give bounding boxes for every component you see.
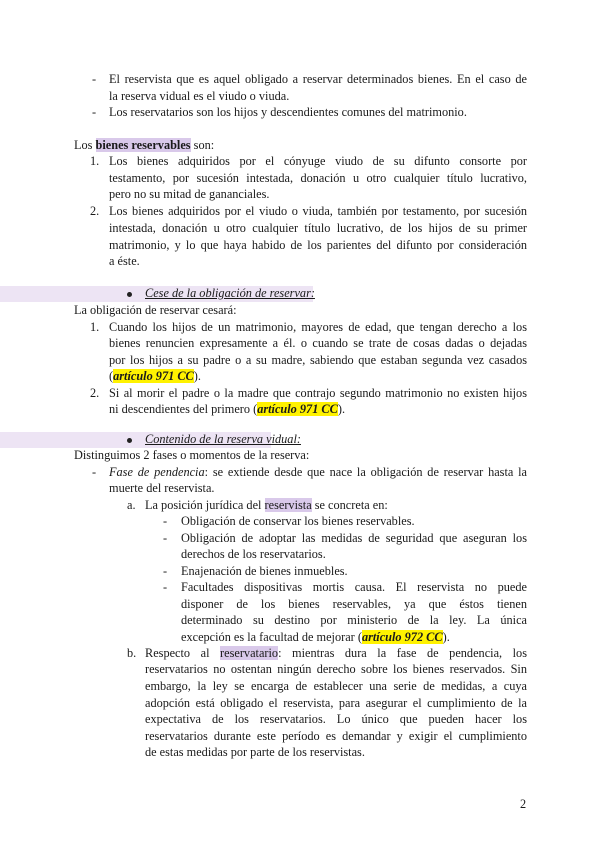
item-b-prefix: Respecto al <box>145 646 221 660</box>
contenido-intro: Distinguimos 2 fases o momentos de la reserva: <box>74 448 310 462</box>
item-b-line7: de estas medidas por parte de los reservistas. <box>145 745 365 759</box>
item-a-prefix: La posición jurídica del <box>145 498 265 512</box>
bienes-item1-line2: testamento, por sucesión intestada, donación u otro cualquier título lucrativo, <box>109 171 527 185</box>
bienes-intro-prefix: Los <box>74 138 96 152</box>
bienes-item2-line2: intestada, donación u otro cualquier título lucrativo, de los hijos de su primer <box>109 221 527 235</box>
reservista-line-2: la reserva vidual es el viudo o viuda. <box>109 89 290 103</box>
sub4-prefix: excepción es la facultad de mejorar ( <box>181 630 362 644</box>
cese-item1-line4 <box>109 368 201 385</box>
cese-item2-line2 <box>109 401 345 418</box>
paren-open: ( <box>109 369 114 383</box>
list-number: 1. <box>90 320 100 334</box>
article-reference: artículo 972 CC <box>361 630 443 644</box>
contenido-heading: Contenido de la reserva vidual: <box>145 432 301 446</box>
reservatarios-line: Los reservatarios son los hijos y descendientes comunes del matrimonio. <box>109 105 467 119</box>
paren-close: ). <box>337 402 346 416</box>
item-b-line5: expectativa de los reservatarios. Lo único que pueden hacer los <box>145 712 527 726</box>
cese-heading: Cese de la obligación de reservar: <box>145 286 315 300</box>
list-number: 2. <box>90 386 100 400</box>
paren-close: ). <box>442 630 450 644</box>
reservatario-highlight: reservatario <box>220 646 279 660</box>
list-dash: - <box>163 531 168 545</box>
bienes-intro <box>74 137 214 154</box>
bienes-item2-line1: Los bienes adquiridos por el viudo o viuda, también por testamento, por sucesión <box>109 204 527 218</box>
cese-intro: La obligación de reservar cesará: <box>74 303 237 317</box>
sub3: Enajenación de bienes inmuebles. <box>181 564 348 578</box>
item-b-line6: reservatarios durante este período es demandar y exigir el cumplimiento <box>145 729 527 743</box>
cese-item1-line2: bienes renuncien expresamente a él. o cuando se trate de cosas dadas o dejadas <box>109 336 527 350</box>
list-dash: - <box>163 514 168 528</box>
article-reference: artículo 971 CC <box>113 369 194 383</box>
reservista-highlight: reservista <box>264 498 312 512</box>
cese-item2-line1: Si al morir el padre o la madre que contrajo segundo matrimonio no existen hijos <box>109 386 527 400</box>
bullet-icon <box>127 438 132 443</box>
page-number: 2 <box>520 797 527 811</box>
list-number: 2. <box>90 204 100 218</box>
sub4-line4 <box>181 629 450 646</box>
sub4-line1: Facultades dispositivas mortis causa. El reservista no puede <box>181 580 527 594</box>
list-dash: - <box>163 564 168 578</box>
list-letter: a. <box>127 498 136 512</box>
list-dash: - <box>92 465 97 479</box>
bienes-intro-suffix: son: <box>190 138 215 152</box>
bienes-reservables-highlight: bienes reservables <box>95 138 191 152</box>
paren-close: ). <box>193 369 201 383</box>
cese-item2-prefix: ni descendientes del primero ( <box>109 402 258 416</box>
item-b-line1 <box>145 645 527 662</box>
bienes-item1-line1: Los bienes adquiridos por el cónyuge viudo de su difunto consorte por <box>109 154 527 168</box>
list-dash: - <box>92 105 97 119</box>
item-a-line <box>145 497 388 514</box>
list-letter: b. <box>127 646 137 660</box>
sub1: Obligación de conservar los bienes reservables. <box>181 514 415 528</box>
fase-line1-rest: : se extiende desde que nace la obligación de reservar hasta la <box>204 465 527 479</box>
bienes-item1-line3: pero no su mitad de gananciales. <box>109 187 270 201</box>
item-a-suffix: se concreta en: <box>311 498 388 512</box>
cese-item1-line3: por los hijos a su padre o a su madre, sabiendo que estaban segunda vez casados <box>109 353 527 367</box>
item-b-line2: reservatarios no ostentan ningún derecho sobre los bienes reservados. Sin <box>145 662 527 676</box>
fase-line2: muerte del reservista. <box>109 481 215 495</box>
bullet-icon <box>127 292 132 297</box>
sub4-line2: disponer de los bienes reservables, ya que éstos tienen <box>181 597 527 611</box>
fase-label: Fase de pendencia <box>109 465 205 479</box>
fase-line1 <box>109 464 527 481</box>
list-number: 1. <box>90 154 100 168</box>
item-b-line1-rest: : mientras dura la fase de pendencia, los <box>278 646 527 660</box>
list-dash: - <box>163 580 168 594</box>
sub4-line3: determinado su destino por ministerio de la ley. La única <box>181 613 527 627</box>
item-b-line3: embargo, la ley se encarga de establecer una serie de medidas, a cuya <box>145 679 527 693</box>
bienes-item2-line3: matrimonio, y lo que haya habido de los parientes del difunto por consideración <box>109 238 527 252</box>
cese-item1-line1: Cuando los hijos de un matrimonio, mayores de edad, que tengan derecho a los <box>109 320 527 334</box>
sub2-line2: derechos de los reservatarios. <box>181 547 326 561</box>
article-reference: artículo 971 CC <box>257 402 338 416</box>
bienes-item2-line4: a éste. <box>109 254 140 268</box>
list-dash: - <box>92 72 97 86</box>
reservista-line-1: El reservista que es aquel obligado a reservar determinados bienes. En el caso de <box>109 72 527 86</box>
sub2-line1: Obligación de adoptar las medidas de seguridad que aseguran los <box>181 531 527 545</box>
item-b-line4: adopción está obligado el reservista, para asegurar el cumplimiento de la <box>145 696 527 710</box>
